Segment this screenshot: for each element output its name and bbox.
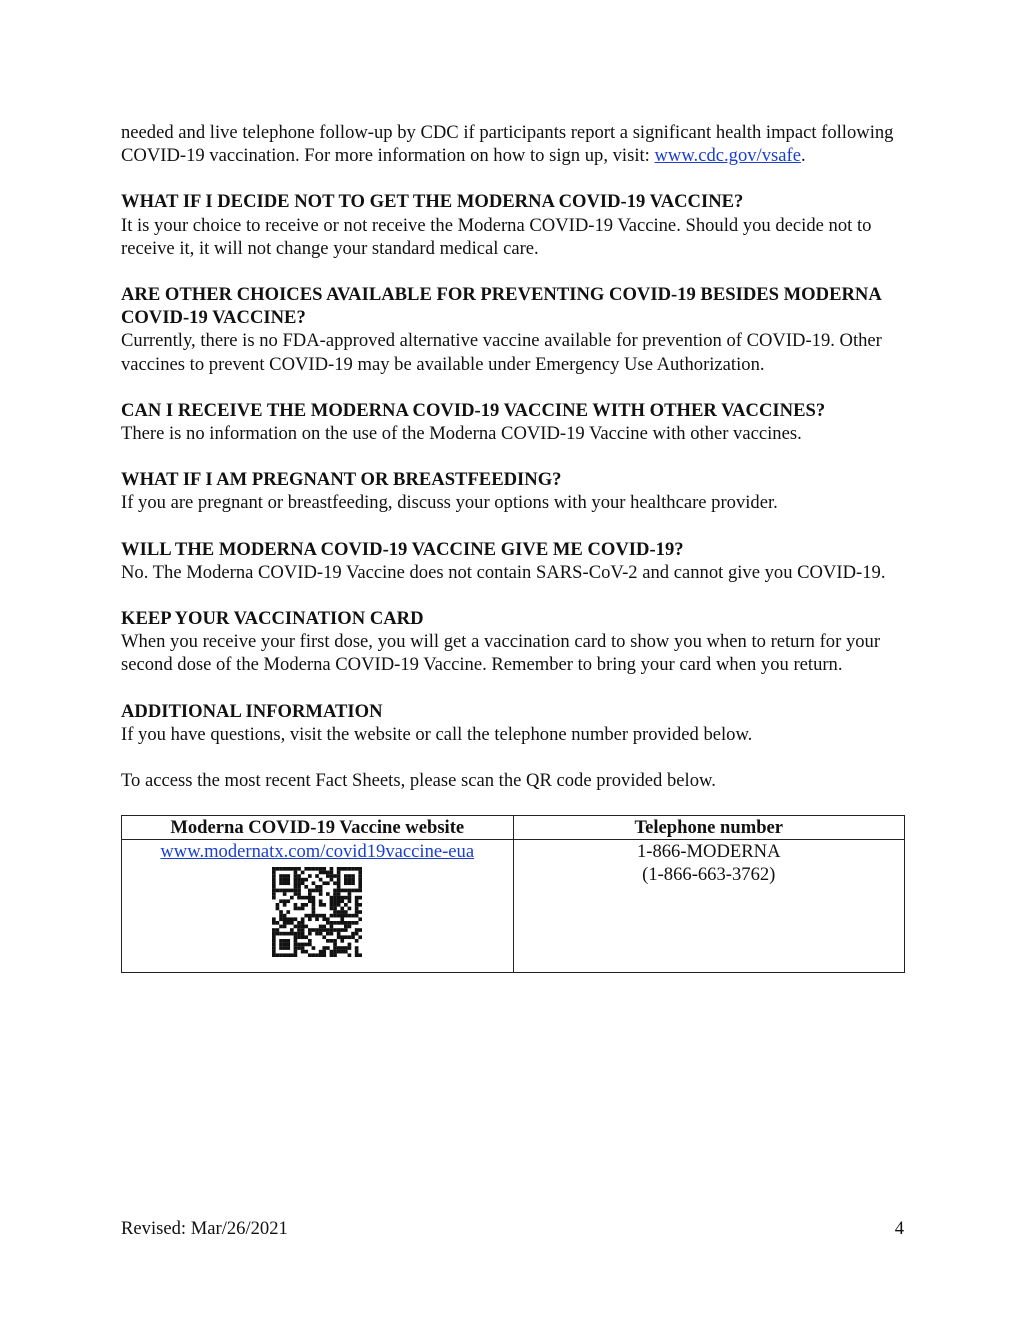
section-vaccination-card — [121, 607, 906, 677]
vsafe-link[interactable]: www.cdc.gov/vsafe — [654, 145, 801, 167]
section-heading: WHAT IF I AM PREGNANT OR BREASTFEEDING? — [121, 469, 562, 491]
revised-date: Revised: Mar/26/2021 — [121, 1218, 288, 1239]
website-header: Moderna COVID-19 Vaccine website — [122, 816, 514, 840]
page-number: 4 — [894, 1218, 904, 1239]
section-heading: ARE OTHER CHOICES AVAILABLE FOR PREVENTING COVID-19 BESIDES MODERNA COVID-19 VACCINE? — [121, 284, 881, 329]
section-body: If you have questions, visit the website or call the telephone number provided below. — [121, 723, 753, 745]
section-body: No. The Moderna COVID-19 Vaccine does not contain SARS-CoV-2 and cannot give you COVID-19. — [121, 561, 886, 583]
intro-paragraph — [121, 121, 906, 167]
section-heading: KEEP YOUR VACCINATION CARD — [121, 608, 424, 630]
section-qr-note — [121, 769, 906, 792]
table-header-row — [122, 816, 905, 840]
table-row — [122, 840, 905, 973]
intro-text: needed and live telephone follow-up by CDC if participants report a significant health impact following COVID-19 vaccination. For more information on how to sign up, visit: — [121, 122, 894, 167]
section-body: When you receive your first dose, you will get a vaccination card to show you when to return for your second dose of the Moderna COVID-19 Vaccine. Remember to bring your card when you return. — [121, 631, 881, 676]
qr-code-icon[interactable] — [272, 867, 362, 957]
section-other-choices — [121, 283, 906, 376]
phone-header: Telephone number — [513, 816, 905, 840]
section-give-covid — [121, 538, 906, 584]
section-heading: WHAT IF I DECIDE NOT TO GET THE MODERNA COVID-19 VACCINE? — [121, 191, 744, 213]
contact-table — [121, 815, 905, 973]
section-additional-info — [121, 700, 906, 746]
section-decline — [121, 190, 906, 260]
section-other-vaccines — [121, 399, 906, 445]
section-heading: ADDITIONAL INFORMATION — [121, 700, 383, 722]
moderna-website-link[interactable]: www.modernatx.com/covid19vaccine-eua — [160, 841, 475, 863]
intro-end: . — [800, 145, 806, 167]
section-pregnant — [121, 468, 906, 514]
section-heading: CAN I RECEIVE THE MODERNA COVID-19 VACCINE WITH OTHER VACCINES? — [121, 399, 826, 421]
section-body: Currently, there is no FDA-approved alternative vaccine available for prevention of COVID-19. Other vaccines to prevent COVID-19 may be available under Emergency Use Authorization. — [121, 330, 882, 375]
section-body: There is no information on the use of the Moderna COVID-19 Vaccine with other vaccines. — [121, 423, 802, 445]
phone-number-text: 1-866-MODERNA — [636, 841, 781, 863]
phone-number-digits: (1-866-663-3762) — [642, 864, 776, 886]
phone-cell — [513, 840, 905, 973]
section-heading: WILL THE MODERNA COVID-19 VACCINE GIVE ME COVID-19? — [121, 538, 684, 560]
qr-note: To access the most recent Fact Sheets, please scan the QR code provided below. — [121, 770, 716, 792]
document-body — [121, 121, 906, 973]
section-body: If you are pregnant or breastfeeding, discuss your options with your healthcare provider. — [121, 492, 778, 514]
section-body: It is your choice to receive or not receive the Moderna COVID-19 Vaccine. Should you decide not to receive it, it will not change your standard medical care. — [121, 214, 872, 259]
website-cell — [122, 840, 514, 973]
